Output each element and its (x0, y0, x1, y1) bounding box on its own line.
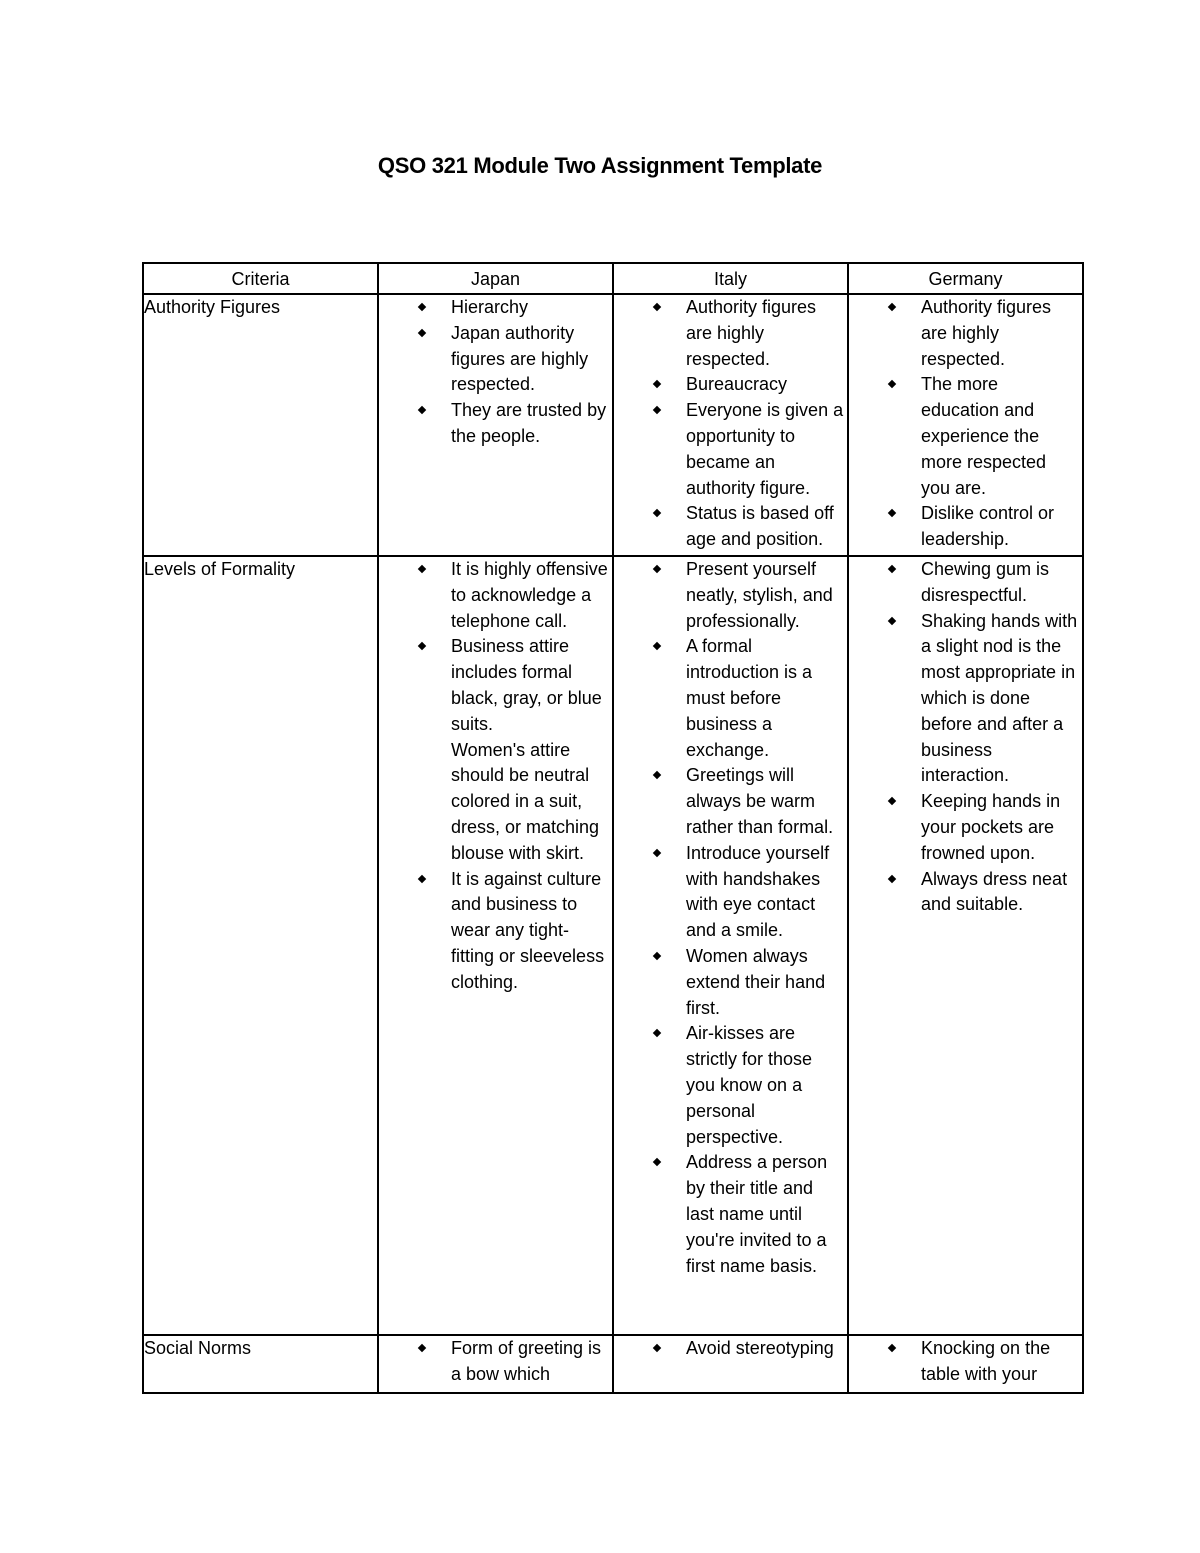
cell-japan (378, 1335, 613, 1393)
header-germany: Germany (848, 263, 1083, 294)
list-item-continuation: Women's attire should be neutral colored in a suit, dress, or matching blouse with skirt. (451, 739, 600, 863)
bullet-list (849, 557, 1082, 918)
list-item: Business attire includes formal black, gray, or blue suits. (379, 634, 612, 737)
criteria-table (142, 262, 1084, 1394)
bullet-list (379, 295, 612, 450)
cell-germany (848, 1335, 1083, 1393)
bullet-list (614, 295, 847, 553)
list-item: Chewing gum is disrespectful. (849, 557, 1082, 609)
list-item: It is against culture and business to wear any tight-fitting or sleeveless clothing. (379, 867, 612, 996)
list-item: Everyone is given a opportunity to became an authority figure. (614, 398, 847, 501)
list-item: They are trusted by the people. (379, 398, 612, 450)
list-item: Present yourself neatly, stylish, and professionally. (614, 557, 847, 634)
list-item: Dislike control or leadership. (849, 501, 1082, 553)
cell-italy (613, 556, 848, 1335)
cell-italy (613, 1335, 848, 1393)
cell-japan (378, 556, 613, 1335)
bullet-list (379, 557, 612, 996)
list-item: It is highly offensive to acknowledge a telephone call. (379, 557, 612, 634)
list-item: A formal introduction is a must before business a exchange. (614, 634, 847, 763)
list-item: Avoid stereotyping (614, 1336, 847, 1362)
list-item: Address a person by their title and last name until you're invited to a first name basis. (614, 1150, 847, 1279)
list-item: Introduce yourself with handshakes with eye contact and a smile. (614, 841, 847, 944)
bullet-list (849, 295, 1082, 553)
header-criteria: Criteria (143, 263, 378, 294)
list-item: Women always extend their hand first. (614, 944, 847, 1021)
list-item: Status is based off age and position. (614, 501, 847, 553)
list-item: Knocking on the table with your (849, 1336, 1082, 1388)
cell-germany (848, 294, 1083, 556)
list-item: Shaking hands with a slight nod is the most appropriate in which is done before and after a business interaction. (849, 609, 1082, 790)
document-title: QSO 321 Module Two Assignment Template (377, 153, 823, 178)
cell-italy (613, 294, 848, 556)
row-label: Social Norms (143, 1335, 378, 1393)
list-item: Hierarchy (379, 295, 612, 321)
list-item: Authority figures are highly respected. (849, 295, 1082, 372)
bullet-list (379, 1336, 612, 1388)
row-label: Authority Figures (143, 294, 378, 556)
table-row-levels-of-formality (143, 556, 1083, 1335)
cell-germany (848, 556, 1083, 1335)
list-item: Always dress neat and suitable. (849, 867, 1082, 919)
table-row-authority-figures (143, 294, 1083, 556)
list-item: Air-kisses are strictly for those you know on a personal perspective. (614, 1021, 847, 1150)
list-item: Japan authority figures are highly respected. (379, 321, 612, 398)
bullet-list (849, 1336, 1082, 1388)
cell-japan (378, 294, 613, 556)
list-item: Form of greeting is a bow which (379, 1336, 612, 1388)
list-item: Greetings will always be warm rather than formal. (614, 763, 847, 840)
bullet-list (614, 557, 847, 1279)
header-japan: Japan (378, 263, 613, 294)
table-row-social-norms (143, 1335, 1083, 1393)
list-item: Keeping hands in your pockets are frowned upon. (849, 789, 1082, 866)
list-item: Authority figures are highly respected. (614, 295, 847, 372)
list-item: Bureaucracy (614, 372, 847, 398)
list-item: The more education and experience the more respected you are. (849, 372, 1082, 501)
header-italy: Italy (613, 263, 848, 294)
table-header-row (143, 263, 1083, 294)
row-label: Levels of Formality (143, 556, 378, 1335)
bullet-list (614, 1336, 847, 1362)
